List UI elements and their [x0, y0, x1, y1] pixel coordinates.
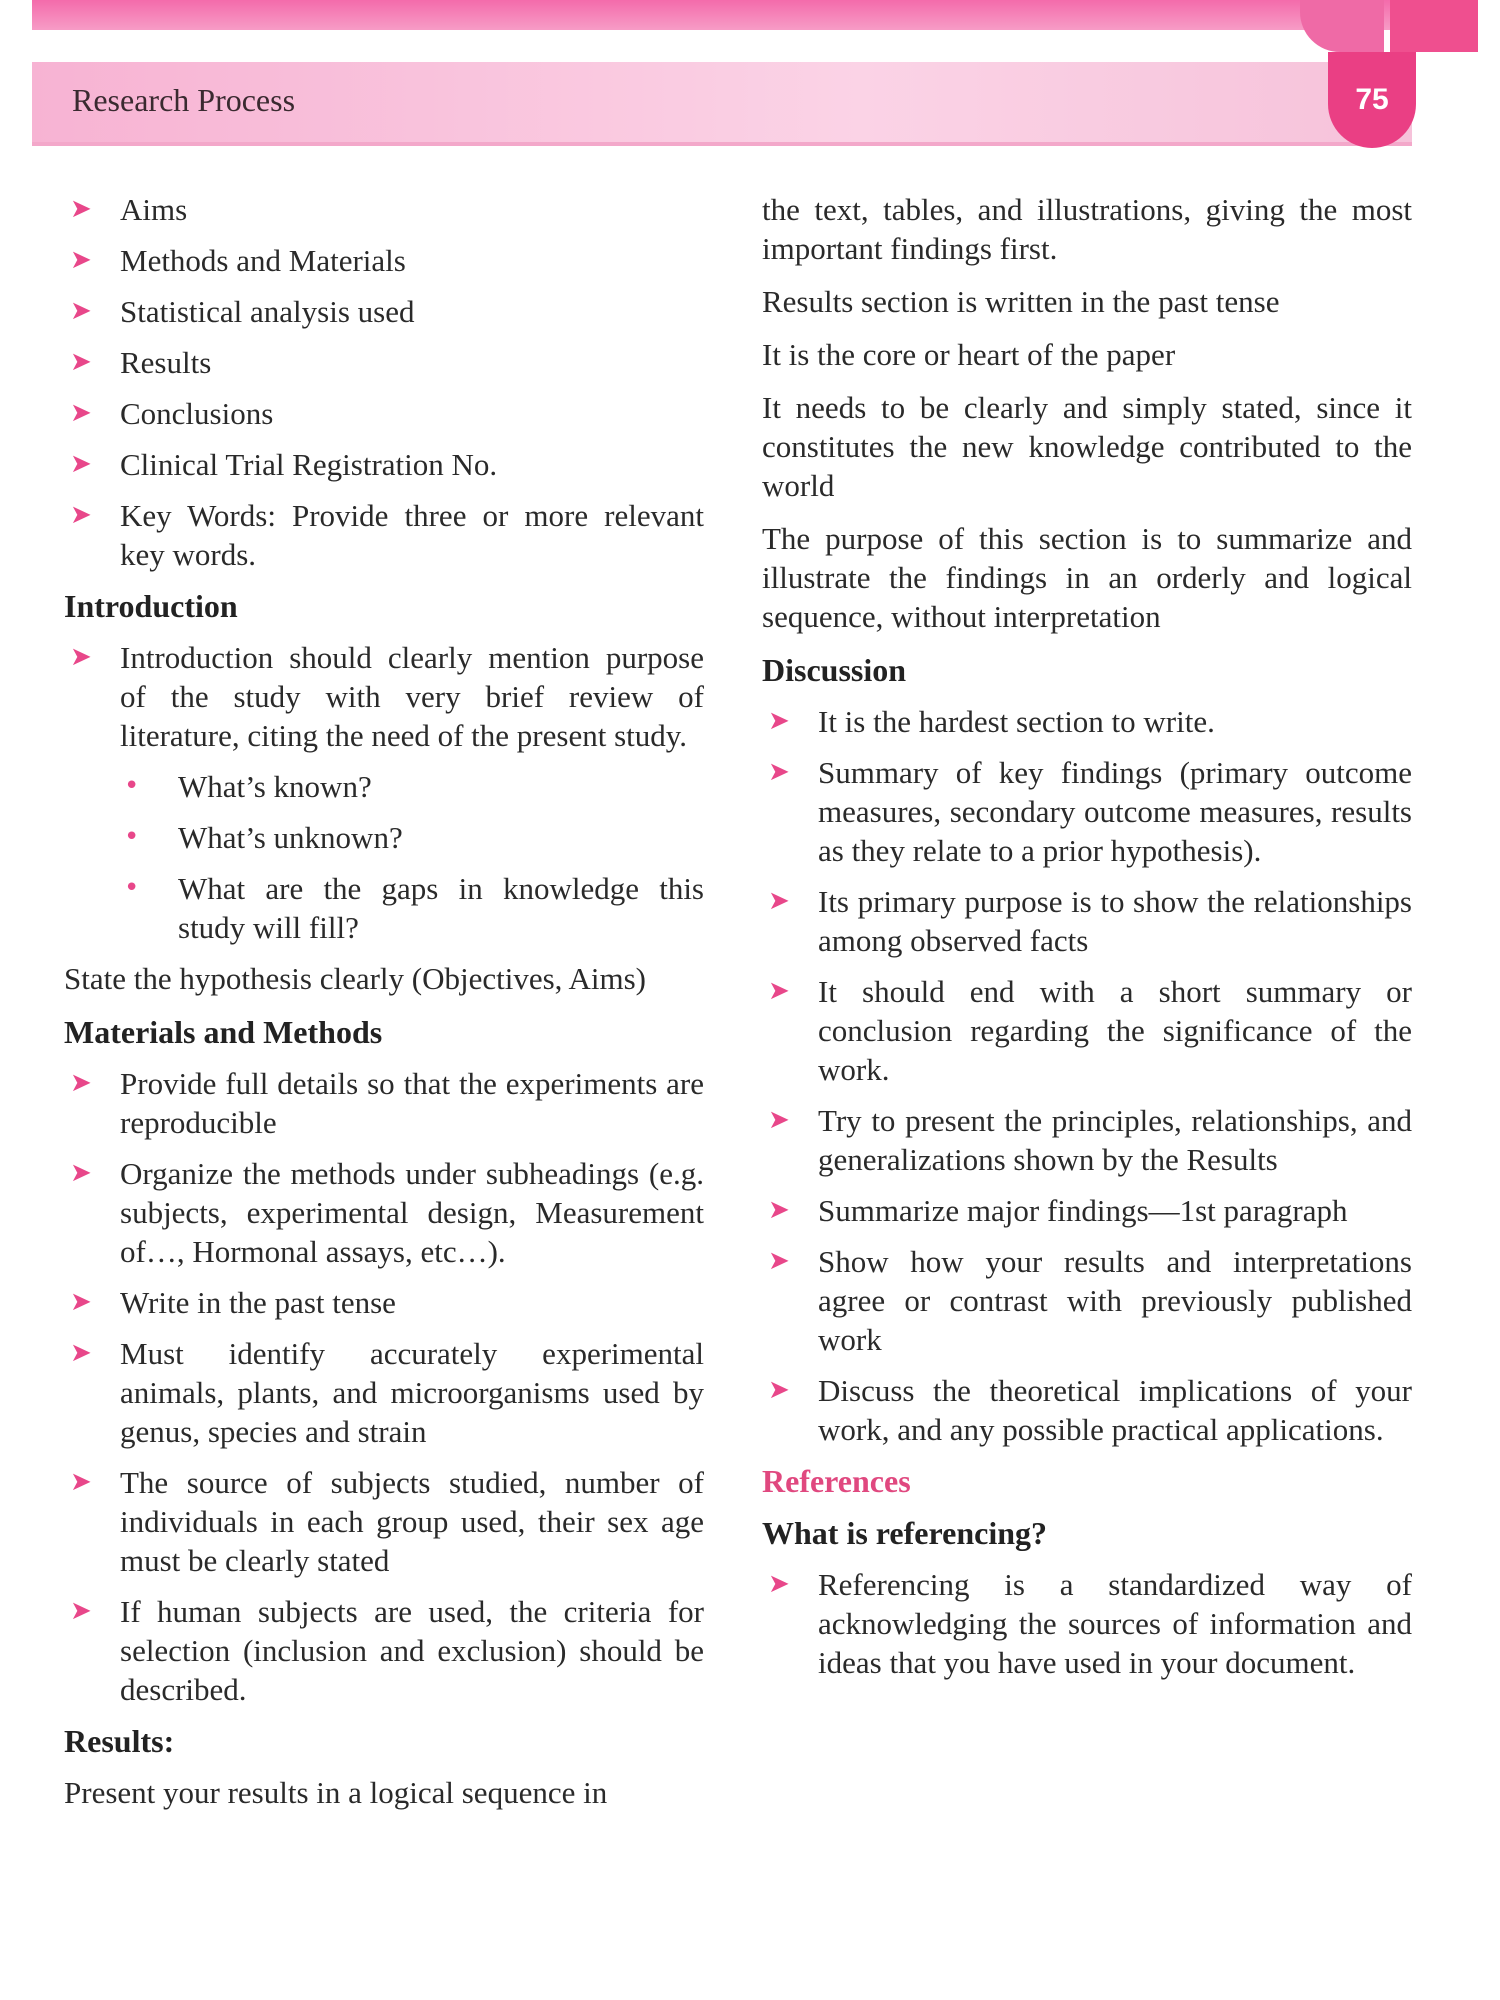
arrow-bullet-icon: ➤ — [70, 1467, 92, 1497]
arrow-bullet-icon: ➤ — [70, 1596, 92, 1626]
section-heading-methods: Materials and Methods — [64, 1014, 383, 1050]
subheading-what-is-referencing: What is referencing? — [762, 1515, 1047, 1551]
results-intro-paragraph: Present your results in a logical sequence in — [64, 1775, 608, 1810]
list-item: ➤ Referencing is a standardized way of acknowledging the sources of information and ideas that you have used in your document. — [762, 1565, 1412, 1682]
arrow-bullet-icon: ➤ — [70, 1068, 92, 1098]
list-item: ➤ Organize the methods under subheadings (e.g. subjects, experimental design, Measurement of…, Hormonal assays, etc…). — [64, 1154, 704, 1271]
running-header — [32, 62, 1412, 146]
list-item: ➤ Summary of key findings (primary outcome measures, secondary outcome measures, results as they relate to a prior hypothesis). — [762, 753, 1412, 870]
list-item: ➤ Conclusions — [64, 394, 704, 433]
results-paragraph: Results section is written in the past tense — [762, 284, 1280, 319]
list-item: ➤ Key Words: Provide three or more relevant key words. — [64, 496, 704, 574]
dot-bullet-icon: • — [124, 771, 140, 801]
dot-bullet-icon: • — [124, 873, 140, 903]
arrow-bullet-icon: ➤ — [70, 245, 92, 275]
list-item: ➤ The source of subjects studied, number of individuals in each group used, their sex age must be clearly stated — [64, 1463, 704, 1580]
arrow-bullet-icon: ➤ — [70, 347, 92, 377]
list-item: ➤ Statistical analysis used — [64, 292, 704, 331]
arrow-bullet-icon: ➤ — [768, 1195, 790, 1225]
list-item: ➤ If human subjects are used, the criteria for selection (inclusion and exclusion) should be described. — [64, 1592, 704, 1709]
results-paragraph: It is the core or heart of the paper — [762, 337, 1176, 372]
section-heading-introduction: Introduction — [64, 588, 238, 624]
list-item: ➤ Provide full details so that the experiments are reproducible — [64, 1064, 704, 1142]
list-item: ➤ Methods and Materials — [64, 241, 704, 280]
list-item: ➤ It should end with a short summary or conclusion regarding the significance of the work. — [762, 972, 1412, 1089]
hypothesis-paragraph: State the hypothesis clearly (Objectives, Aims) — [64, 961, 646, 996]
arrow-bullet-icon: ➤ — [768, 1569, 790, 1599]
list-item: ➤ Clinical Trial Registration No. — [64, 445, 704, 484]
list-item: ➤ Show how your results and interpretations agree or contrast with previously published work — [762, 1242, 1412, 1359]
section-heading-references: References — [762, 1463, 911, 1499]
sub-list-item: • What are the gaps in knowledge this study will fill? — [64, 869, 704, 947]
arrow-bullet-icon: ➤ — [70, 1158, 92, 1188]
left-column — [64, 190, 704, 1826]
arrow-bullet-icon: ➤ — [70, 1287, 92, 1317]
arrow-bullet-icon: ➤ — [70, 296, 92, 326]
list-item: ➤ Summarize major findings—1st paragraph — [762, 1191, 1412, 1230]
section-heading-results: Results: — [64, 1723, 175, 1759]
list-item: ➤ Aims — [64, 190, 704, 229]
results-paragraph: It needs to be clearly and simply stated, since it constitutes the new knowledge contributed to the world — [762, 390, 1412, 503]
dot-bullet-icon: • — [124, 822, 140, 852]
arrow-bullet-icon: ➤ — [70, 398, 92, 428]
list-item: ➤ Discuss the theoretical implications of your work, and any possible practical applications. — [762, 1371, 1412, 1449]
arrow-bullet-icon: ➤ — [70, 449, 92, 479]
chapter-title: Research Process — [72, 82, 296, 118]
arrow-bullet-icon: ➤ — [70, 194, 92, 224]
arrow-bullet-icon: ➤ — [768, 1375, 790, 1405]
results-paragraph: the text, tables, and illustrations, giving the most important findings first. — [762, 192, 1412, 266]
abstract-list — [64, 190, 704, 574]
sub-list-item: • What’s known? — [64, 767, 704, 806]
sub-list-item: • What’s unknown? — [64, 818, 704, 857]
list-item: ➤ Introduction should clearly mention purpose of the study with very brief review of literature, citing the need of the present study. — [64, 638, 704, 755]
list-item: ➤ Write in the past tense — [64, 1283, 704, 1322]
arrow-bullet-icon: ➤ — [768, 1105, 790, 1135]
arrow-bullet-icon: ➤ — [70, 500, 92, 530]
top-color-band — [32, 0, 1477, 30]
list-item: ➤ It is the hardest section to write. — [762, 702, 1412, 741]
arrow-bullet-icon: ➤ — [768, 757, 790, 787]
arrow-bullet-icon: ➤ — [768, 886, 790, 916]
arrow-bullet-icon: ➤ — [768, 976, 790, 1006]
section-heading-discussion: Discussion — [762, 652, 907, 688]
arrow-bullet-icon: ➤ — [70, 1338, 92, 1368]
list-item: ➤ Try to present the principles, relationships, and generalizations shown by the Results — [762, 1101, 1412, 1179]
corner-tab-decoration-2 — [1390, 0, 1478, 52]
list-item: ➤ Must identify accurately experimental animals, plants, and microorganisms used by genus, species and strain — [64, 1334, 704, 1451]
arrow-bullet-icon: ➤ — [70, 642, 92, 672]
results-paragraph: The purpose of this section is to summarize and illustrate the findings in an orderly and logical sequence, without interpretation — [762, 521, 1412, 634]
right-column — [762, 190, 1412, 1694]
corner-tab-decoration — [1300, 0, 1384, 52]
page-number: 75 — [1328, 52, 1416, 148]
list-item: ➤ Results — [64, 343, 704, 382]
arrow-bullet-icon: ➤ — [768, 1246, 790, 1276]
list-item: ➤ Its primary purpose is to show the relationships among observed facts — [762, 882, 1412, 960]
arrow-bullet-icon: ➤ — [768, 706, 790, 736]
